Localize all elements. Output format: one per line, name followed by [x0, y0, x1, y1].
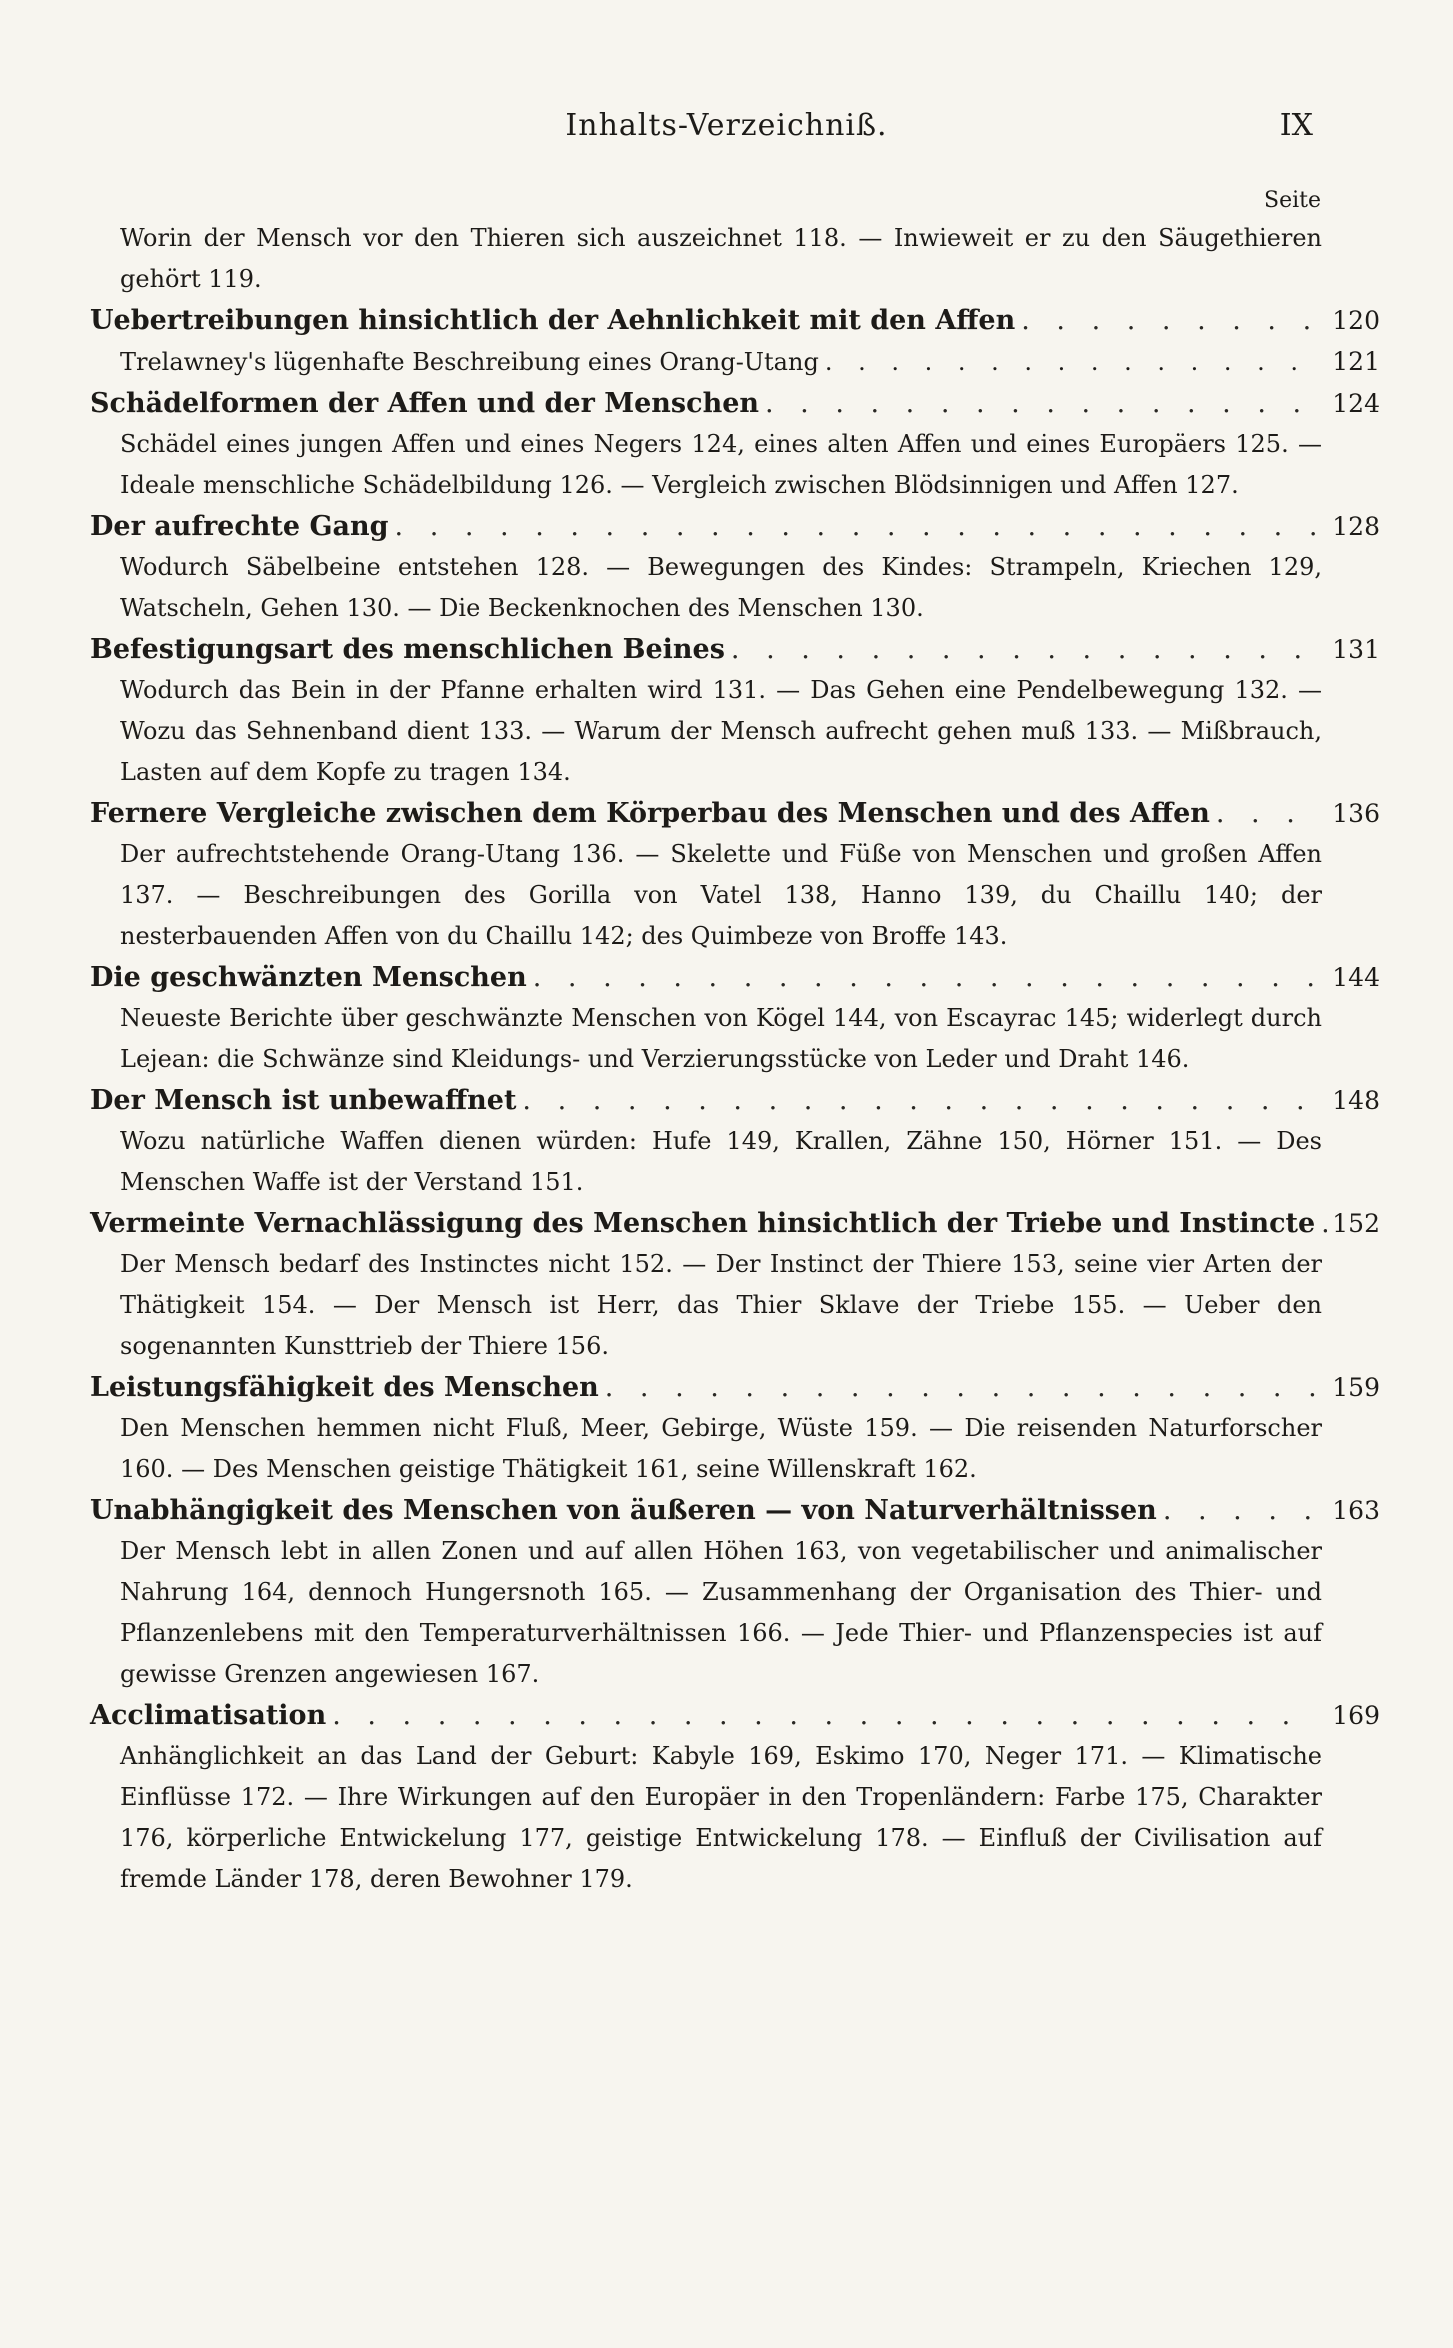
entry-description: Worin der Mensch vor den Thieren sich auszeichnet 118. — Inwieweit er zu den Säugethieren gehört 119.: [120, 224, 1322, 293]
dot-leader: [599, 1367, 1316, 1408]
toc-entry: [90, 957, 1380, 1080]
entry-description: Der Mensch bedarf des Instinctes nicht 152. — Der Instinct der Thiere 153, seine vier Arten der Thätigkeit 154. — Der Mensch ist Herr, das Thier Sklave der Triebe 155. — Ueber den sogenannten Kunsttrieb der Thiere 156.: [120, 1250, 1322, 1360]
dot-leader: [527, 957, 1316, 998]
dot-leader: [1015, 300, 1316, 341]
dot-leader: [759, 383, 1316, 424]
dot-leader: [1157, 1490, 1316, 1531]
toc-entry: [90, 383, 1380, 506]
entry-description: Neueste Berichte über geschwänzte Menschen von Kögel 144, von Escayrac 145; widerlegt durch Lejean: die Schwänze sind Kleidungs- und Verzierungsstücke von Leder und Draht 146.: [120, 1004, 1322, 1073]
toc-subentry: [90, 341, 1380, 383]
dot-leader: [516, 1080, 1316, 1121]
entry-page: 128: [1332, 512, 1380, 541]
dot-leader: [1315, 1203, 1327, 1244]
entry-description: Anhänglichkeit an das Land der Geburt: Kabyle 169, Eskimo 170, Neger 171. — Klimatische Einflüsse 172. — Ihre Wirkungen auf den Europäer in den Tropenländern: Farbe 175, Charakter 176, körperliche Entwickelung 177, geistige Entwickelung 178. — Einfluß der Civilisation auf fremde Länder 178, deren Bewohner 179.: [120, 1742, 1322, 1893]
table-of-contents: [90, 218, 1380, 1900]
entry-title: Schädelformen der Affen und der Menschen: [90, 388, 760, 419]
entry-title: Unabhängigkeit des Menschen von äußeren — von Naturverhältnissen: [90, 1495, 1157, 1526]
entry-title: Der Mensch ist unbewaffnet: [90, 1085, 517, 1116]
entry-page: 163: [1332, 1496, 1380, 1525]
toc-entry: [90, 629, 1380, 793]
entry-page: 136: [1332, 799, 1380, 828]
entry-description: Wodurch Säbelbeine entstehen 128. — Bewegungen des Kindes: Strampeln, Kriechen 129, Watscheln, Gehen 130. — Die Beckenknochen des Menschen 130.: [120, 553, 1322, 622]
entry-title: Uebertreibungen hinsichtlich der Aehnlichkeit mit den Affen: [90, 305, 1016, 336]
entry-title: Fernere Vergleiche zwischen dem Körperbau des Menschen und des Affen: [90, 798, 1210, 829]
dot-leader: [1210, 793, 1316, 834]
toc-entry: [90, 1080, 1380, 1203]
entry-description: Der aufrechtstehende Orang-Utang 136. — Skelette und Füße von Menschen und großen Affen 137. — Beschreibungen des Gorilla von Vatel 138, Hanno 139, du Chaillu 140; der nesterbauenden Affen von du Chaillu 142; des Quimbeze von Broffe 143.: [120, 840, 1322, 950]
entry-page: 152: [1332, 1209, 1380, 1238]
entry-description: Der Mensch lebt in allen Zonen und auf allen Höhen 163, von vegetabilischer und animalischer Nahrung 164, dennoch Hungersnoth 165. — Zusammenhang der Organisation des Thier- und Pflanzenlebens mit den Temperaturverhältnissen 166. — Jede Thier- und Pflanzenspecies ist auf gewisse Grenzen angewiesen 167.: [120, 1537, 1322, 1688]
toc-entry: [90, 300, 1380, 341]
dot-leader: [725, 629, 1316, 670]
entry-page: 120: [1332, 306, 1380, 335]
toc-entry: [90, 1490, 1380, 1695]
entry-page: 148: [1332, 1086, 1380, 1115]
entry-description: Wodurch das Bein in der Pfanne erhalten wird 131. — Das Gehen eine Pendelbewegung 132. — Wozu das Sehnenband dient 133. — Warum der Mensch aufrecht gehen muß 133. — Mißbrauch, Lasten auf dem Kopfe zu tragen 134.: [120, 676, 1322, 786]
entry-page: 169: [1332, 1701, 1380, 1730]
page-number: IX: [1279, 108, 1313, 143]
seite-label: Seite: [1264, 188, 1321, 213]
subentry-title: Trelawney's lügenhafte Beschreibung eines Orang-Utang: [120, 348, 819, 376]
running-head: Inhalts-Verzeichniß.: [565, 108, 888, 143]
entry-title: Befestigungsart des menschlichen Beines: [90, 634, 725, 665]
dot-leader: [389, 506, 1316, 547]
toc-entry: [90, 1203, 1380, 1367]
dot-leader: [326, 1695, 1316, 1736]
entry-title: Die geschwänzten Menschen: [90, 962, 527, 993]
toc-entry: [90, 1367, 1380, 1490]
toc-entry-continuation: [90, 218, 1322, 300]
entry-title: Der aufrechte Gang: [90, 511, 389, 542]
toc-entry: [90, 1695, 1380, 1900]
entry-page: 124: [1332, 389, 1380, 418]
entry-title: Acclimatisation: [90, 1700, 327, 1731]
entry-description: Den Menschen hemmen nicht Fluß, Meer, Gebirge, Wüste 159. — Die reisenden Naturforscher 160. — Des Menschen geistige Thätigkeit 161, seine Willenskraft 162.: [120, 1414, 1322, 1483]
subentry-page: 121: [1332, 347, 1380, 376]
entry-description: Wozu natürliche Waffen dienen würden: Hufe 149, Krallen, Zähne 150, Hörner 151. — Des Menschen Waffe ist der Verstand 151.: [120, 1127, 1322, 1196]
dot-leader: [819, 342, 1316, 383]
toc-entry: [90, 506, 1380, 629]
entry-page: 131: [1332, 635, 1380, 664]
entry-page: 159: [1332, 1373, 1380, 1402]
entry-description: Schädel eines jungen Affen und eines Negers 124, eines alten Affen und eines Europäers 125. — Ideale menschliche Schädelbildung 126. — Vergleich zwischen Blödsinnigen und Affen 127.: [120, 430, 1322, 499]
entry-title: Leistungsfähigkeit des Menschen: [90, 1372, 599, 1403]
entry-page: 144: [1332, 963, 1380, 992]
toc-entry: [90, 793, 1380, 957]
entry-title: Vermeinte Vernachlässigung des Menschen hinsichtlich der Triebe und Instincte: [90, 1208, 1316, 1239]
